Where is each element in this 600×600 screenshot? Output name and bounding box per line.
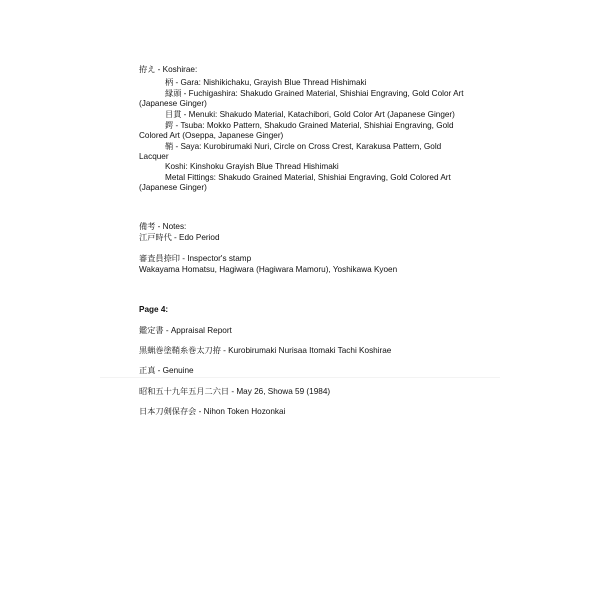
menuki-line: 目貫 - Menuki: Shakudo Material, Katachibori, Gold Color Art (Japanese Ginger) bbox=[165, 110, 455, 119]
gara-line: 柄 - Gara: Nishikichaku, Grayish Blue Thread Hishimaki bbox=[165, 78, 367, 87]
metal-fittings-line: Metal Fittings: Shakudo Grained Material, Shishiai Engraving, Gold Colored Art bbox=[165, 173, 451, 182]
date-line: 昭和五十九年五月二六日 - May 26, Showa 59 (1984) bbox=[139, 387, 331, 396]
page4-heading: Page 4: bbox=[139, 305, 169, 314]
tsuba-line-continued: Colored Art (Oseppa, Japanese Ginger) bbox=[139, 131, 284, 140]
notes-period: 江戸時代 - Edo Period bbox=[139, 233, 220, 242]
metal-fittings-line-continued: (Japanese Ginger) bbox=[139, 183, 207, 192]
fuchigashira-line-continued: (Japanese Ginger) bbox=[139, 99, 207, 108]
genuine-line: 正真 - Genuine bbox=[139, 366, 194, 375]
koshirae-item-line: 黒蝋巻塗鞘糸巻太刀拵 - Kurobirumaki Nurisaa Itomaki Tachi Koshirae bbox=[139, 346, 392, 355]
koshirae-heading: 拵え - Koshirae: bbox=[139, 65, 198, 74]
fuchigashira-line: 縁頭 - Fuchigashira: Shakudo Grained Material, Shishiai Engraving, Gold Color Art bbox=[165, 89, 464, 98]
saya-line-continued: Lacquer bbox=[139, 152, 169, 161]
koshi-line: Koshi: Kinshoku Grayish Blue Thread Hishimaki bbox=[165, 162, 339, 171]
inspector-names: Wakayama Homatsu, Hagiwara (Hagiwara Mamoru), Yoshikawa Kyoen bbox=[139, 265, 398, 274]
appraisal-report-line: 鑑定書 - Appraisal Report bbox=[139, 326, 232, 335]
saya-line: 鞘 - Saya: Kurobirumaki Nuri, Circle on Cross Crest, Karakusa Pattern, Gold bbox=[165, 142, 442, 151]
notes-heading: 備考 - Notes: bbox=[139, 222, 187, 231]
society-line: 日本刀剣保存会 - Nihon Token Hozonkai bbox=[139, 407, 286, 416]
faint-divider bbox=[100, 377, 500, 378]
inspector-heading: 審査員捺印 - Inspector's stamp bbox=[139, 254, 252, 263]
tsuba-line: 鍔 - Tsuba: Mokko Pattern, Shakudo Grained Material, Shishiai Engraving, Gold bbox=[165, 121, 454, 130]
